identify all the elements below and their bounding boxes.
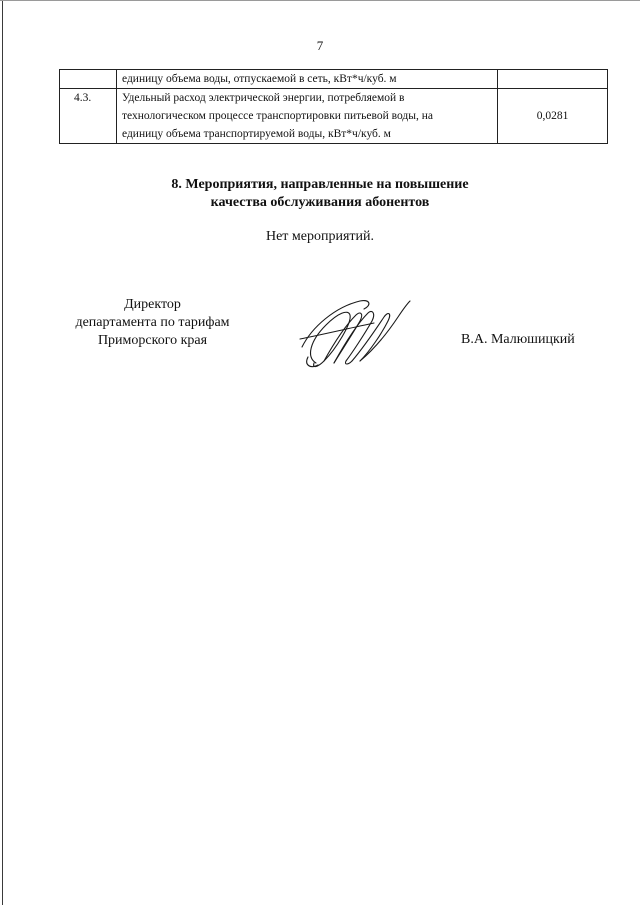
section-heading-line: качества обслуживания абонентов xyxy=(210,195,430,210)
row-text-cell: единицу объема воды, отпускаемой в сеть, кВт*ч/куб. м xyxy=(117,70,498,89)
signatory-position xyxy=(50,296,255,350)
row-text-line: Удельный расход электрической энергии, потребляемой в xyxy=(122,92,405,104)
section-heading-line: 8. Мероприятия, направленные на повышение xyxy=(171,177,469,192)
scan-edge-left xyxy=(2,0,3,905)
row-value-cell xyxy=(498,70,608,89)
row-text-line: единицу объема транспортируемой воды, кВт*ч/куб. м xyxy=(122,128,391,140)
row-text-cell xyxy=(117,89,498,144)
indicators-table xyxy=(59,69,608,144)
table-row xyxy=(60,70,608,89)
signatory-position-line: Приморского края xyxy=(97,333,208,348)
handwritten-signature-icon xyxy=(290,295,415,375)
signatory-name: В.А. Малюшицкий xyxy=(461,332,575,347)
row-text-line: технологическом процессе транспортировки питьевой воды, на xyxy=(122,110,434,122)
page-number: 7 xyxy=(316,38,324,53)
table-row xyxy=(60,89,608,144)
section-body-text: Нет мероприятий. xyxy=(265,229,375,244)
signatory-position-line: Директор xyxy=(124,297,181,312)
signatory-position-line: департамента по тарифам xyxy=(75,315,230,330)
row-number-cell xyxy=(60,70,117,89)
section-heading xyxy=(0,176,640,212)
row-number-cell: 4.3. xyxy=(60,89,117,144)
row-value-cell: 0,0281 xyxy=(498,89,608,144)
scan-edge-top xyxy=(0,0,640,1)
